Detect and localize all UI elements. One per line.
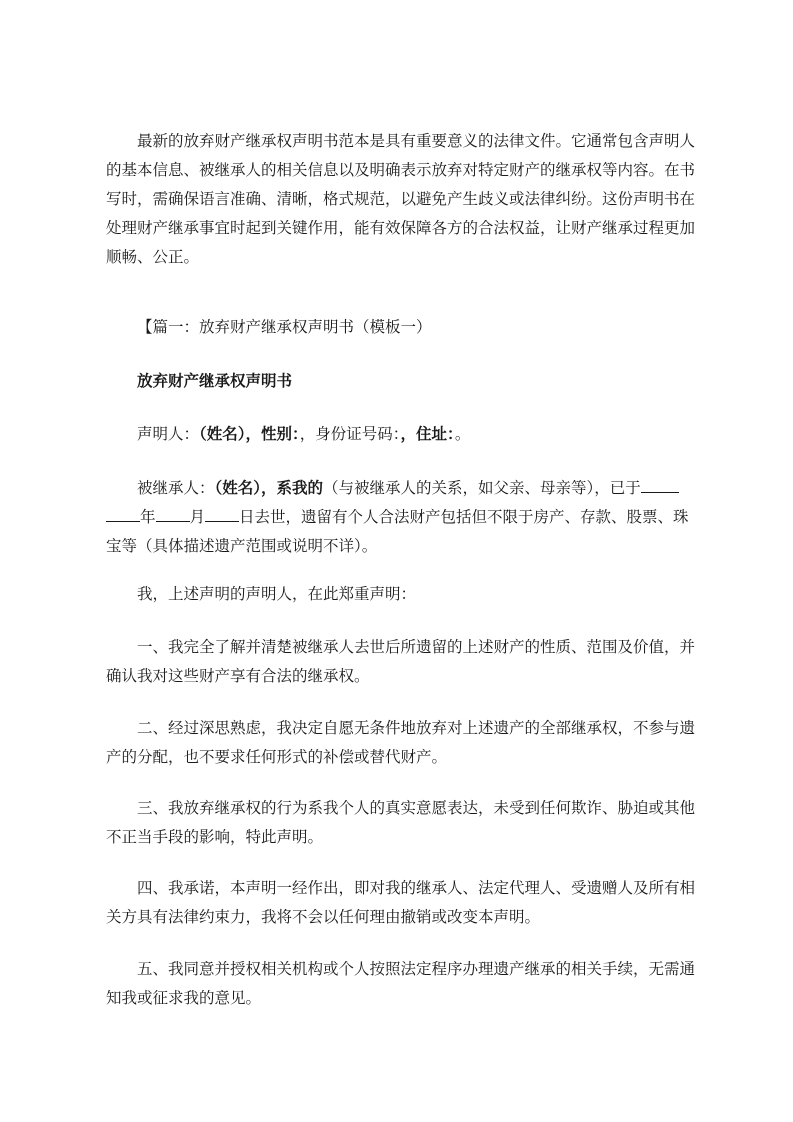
decedent-relation: （与被继承人的关系，如父亲、母亲等），已于 bbox=[323, 479, 641, 497]
decedent-month: 月 bbox=[189, 508, 206, 526]
decedent-year: 年 bbox=[140, 508, 156, 526]
declarant-name-gender: （姓名），性别： bbox=[199, 425, 300, 443]
declarant-id-label: ，身份证号码： bbox=[299, 425, 401, 443]
decedent-name: （姓名），系我的 bbox=[214, 479, 324, 497]
decedent-day: 日去世，遗留有个人合法财产包括但不限于房产、存款、股票、珠宝等（具体描述遗产范围或说明不详）。 bbox=[106, 508, 689, 555]
blank-underline bbox=[156, 507, 190, 522]
declarant-label: 声明人： bbox=[137, 425, 200, 443]
clause-4: 四、我承诺，本声明一经作出，即对我的继承人、法定代理人、受遗赠人及所有相关方具有法律约束力，我将不会以任何理由撤销或改变本声明。 bbox=[106, 879, 696, 926]
decedent-label: 被继承人： bbox=[137, 479, 215, 497]
intro-paragraph: 最新的放弃财产继承权声明书范本是具有重要意义的法律文件。它通常包含声明人的基本信息、被继承人的相关信息以及明确表示放弃对特定财产的继承权等内容。在书写时，需确保语言准确、清晰，格式规范，以避免产生歧义或法律纠纷。这份声明书在处理财产继承事宜时起到关键作用，能有效保障各方的合法权益，让财产继承过程更加顺畅、公正。 bbox=[106, 132, 696, 266]
declarant-line bbox=[106, 420, 698, 449]
blank-underline bbox=[205, 507, 239, 522]
clause-3: 三、我放弃继承权的行为系我个人的真实意愿表达，未受到任何欺诈、胁迫或其他不正当手段的影响，特此声明。 bbox=[106, 799, 696, 846]
clause-5: 五、我同意并授权相关机构或个人按照法定程序办理遗产继承的相关手续，无需通知我或征求我的意见。 bbox=[106, 960, 696, 1007]
blank-underline bbox=[641, 478, 679, 493]
blank-underline bbox=[106, 507, 140, 522]
section-heading: 【篇一：放弃财产继承权声明书（模板一） bbox=[137, 318, 432, 336]
statement-intro: 我，上述声明的声明人，在此郑重声明： bbox=[137, 585, 417, 603]
clause-2: 二、经过深思熟虑，我决定自愿无条件地放弃对上述遗产的全部继承权，不参与遗产的分配，也不要求任何形式的补偿或替代财产。 bbox=[106, 719, 696, 766]
declarant-address-label: ，住址： bbox=[400, 425, 455, 443]
decedent-paragraph bbox=[106, 474, 698, 561]
clause-1: 一、我完全了解并清楚被继承人去世后所遗留的上述财产的性质、范围及价值，并确认我对这些财产享有合法的继承权。 bbox=[106, 638, 696, 685]
document-title: 放弃财产继承权声明书 bbox=[137, 372, 293, 390]
declarant-end: 。 bbox=[454, 425, 471, 443]
